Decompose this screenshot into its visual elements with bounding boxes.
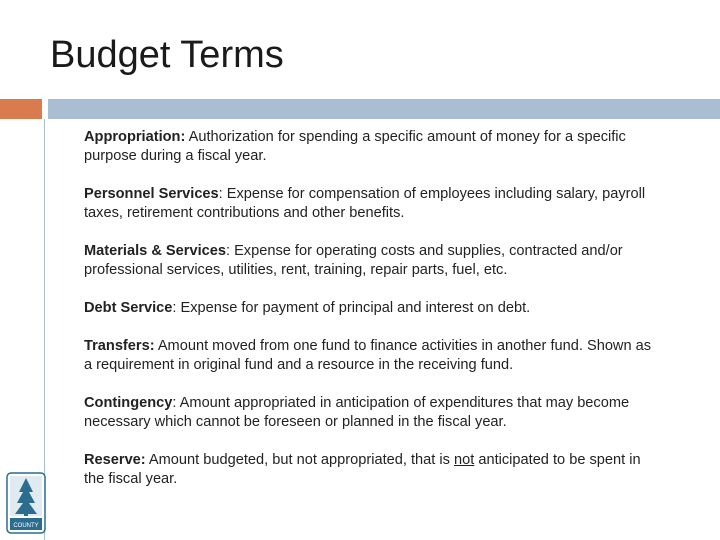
term-name: Debt Service: [84, 300, 173, 316]
logo-text: COUNTY: [13, 523, 39, 529]
term-name: Appropriation:: [84, 129, 186, 145]
term-materials-services: [84, 242, 654, 280]
term-transfers: [84, 337, 654, 375]
term-name: Contingency: [84, 395, 173, 411]
term-name: Materials & Services: [84, 243, 226, 259]
budget-terms-list: [84, 128, 654, 508]
term-debt-service: [84, 299, 654, 318]
county-tree-logo-icon: [6, 472, 46, 534]
slide-title: Budget Terms: [50, 34, 284, 76]
term-definition: Authorization for spending a specific amount of money for a specific purpose during a fiscal year.: [84, 129, 626, 164]
term-definition-start: Amount budgeted, but not appropriated, that is: [145, 452, 454, 468]
term-definition-emphasis: not: [453, 452, 475, 468]
term-contingency: [84, 394, 654, 432]
term-definition: : Expense for operating costs and supplies, contracted and/or professional services, utilities, rent, training, repair parts, fuel, etc.: [84, 243, 623, 278]
term-definition: : Expense for payment of principal and interest on debt.: [172, 300, 531, 316]
term-name: Personnel Services: [84, 186, 219, 202]
term-reserve: [84, 451, 654, 489]
title-accent-bar: [0, 99, 42, 119]
term-name: Transfers:: [84, 338, 155, 354]
term-appropriation: [84, 128, 654, 166]
term-definition-end: anticipated to be spent in the fiscal year.: [84, 452, 641, 487]
term-name: Reserve:: [84, 452, 146, 468]
term-definition: Amount moved from one fund to finance activities in another fund. Shown as a requirement in original fund and a resource in the receiving fund.: [84, 338, 652, 373]
title-divider-bar: [48, 99, 720, 119]
term-definition: : Amount appropriated in anticipation of expenditures that may become necessary which cannot be foreseen or planned in the fiscal year.: [84, 395, 630, 430]
term-definition: : Expense for compensation of employees including salary, payroll taxes, retirement contributions and other benefits.: [84, 186, 646, 221]
term-personnel-services: [84, 185, 654, 223]
